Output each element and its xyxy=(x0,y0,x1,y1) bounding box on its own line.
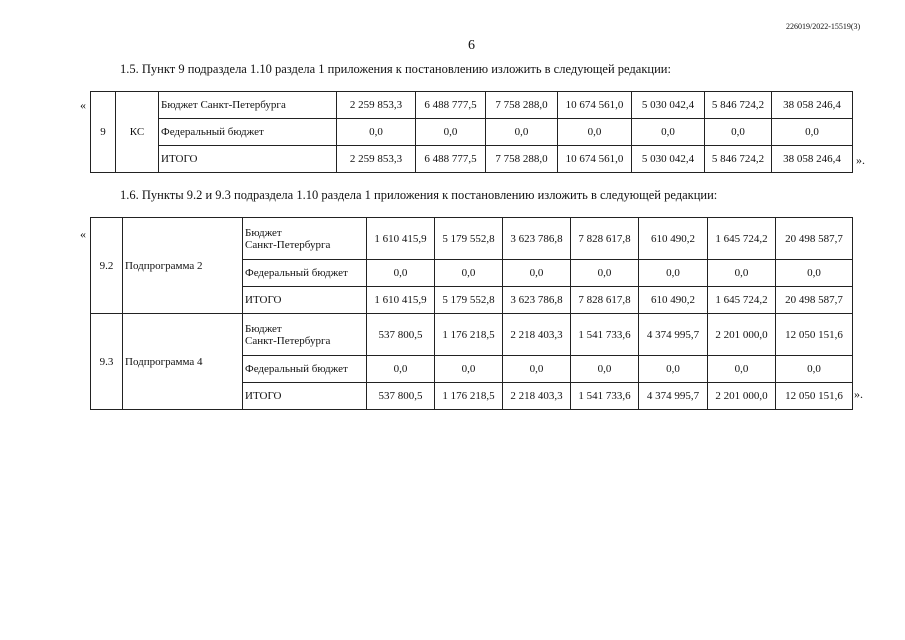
item-number: 9.2 xyxy=(91,218,123,314)
value-cell: 0,0 xyxy=(571,356,639,383)
section-heading-1-5: 1.5. Пункт 9 подраздела 1.10 раздела 1 приложения к постановлению изложить в следующей редакции: xyxy=(120,62,671,76)
value-cell: 0,0 xyxy=(435,260,503,287)
value-cell: 0,0 xyxy=(367,356,435,383)
value-cell: 3 623 786,8 xyxy=(503,218,571,260)
row-label-line: Санкт-Петербурга xyxy=(245,238,331,251)
value-cell: 38 058 246,4 xyxy=(772,146,853,173)
value-cell: 6 488 777,5 xyxy=(416,146,486,173)
value-cell: 2 218 403,3 xyxy=(503,314,571,356)
value-cell: 0,0 xyxy=(367,260,435,287)
value-cell: 1 176 218,5 xyxy=(435,383,503,410)
value-cell: 1 541 733,6 xyxy=(571,383,639,410)
item-number: 9 xyxy=(91,92,116,173)
value-cell: 0,0 xyxy=(435,356,503,383)
value-cell: 0,0 xyxy=(708,260,776,287)
table-row xyxy=(91,314,853,356)
value-cell: 1 541 733,6 xyxy=(571,314,639,356)
value-cell: 1 645 724,2 xyxy=(708,218,776,260)
value-cell: 7 758 288,0 xyxy=(486,92,558,119)
value-cell: 0,0 xyxy=(776,260,853,287)
value-cell: 2 259 853,3 xyxy=(337,146,416,173)
item-code: КС xyxy=(116,92,159,173)
value-cell: 5 846 724,2 xyxy=(705,146,772,173)
value-cell: 1 610 415,9 xyxy=(367,218,435,260)
table-row xyxy=(91,146,853,173)
value-cell: 7 758 288,0 xyxy=(486,146,558,173)
value-cell: 2 201 000,0 xyxy=(708,383,776,410)
subprogram-name: Подпрограмма 4 xyxy=(123,314,243,410)
value-cell: 1 610 415,9 xyxy=(367,287,435,314)
document-id: 226019/2022-15519(3) xyxy=(786,22,861,31)
value-cell: 0,0 xyxy=(503,260,571,287)
value-cell: 5 846 724,2 xyxy=(705,92,772,119)
value-cell: 7 828 617,8 xyxy=(571,218,639,260)
row-label xyxy=(243,218,367,260)
row-label: Бюджет Санкт-Петербурга xyxy=(159,92,337,119)
value-cell: 0,0 xyxy=(639,356,708,383)
value-cell: 5 179 552,8 xyxy=(435,218,503,260)
table-row xyxy=(91,119,853,146)
row-label: ИТОГО xyxy=(159,146,337,173)
value-cell: 4 374 995,7 xyxy=(639,314,708,356)
page-number: 6 xyxy=(468,38,475,53)
value-cell: 610 490,2 xyxy=(639,218,708,260)
value-cell: 4 374 995,7 xyxy=(639,383,708,410)
value-cell: 2 218 403,3 xyxy=(503,383,571,410)
value-cell: 0,0 xyxy=(639,260,708,287)
table-section-1-5 xyxy=(90,91,853,173)
value-cell: 0,0 xyxy=(705,119,772,146)
value-cell: 38 058 246,4 xyxy=(772,92,853,119)
value-cell: 2 201 000,0 xyxy=(708,314,776,356)
value-cell: 0,0 xyxy=(486,119,558,146)
value-cell: 12 050 151,6 xyxy=(776,383,853,410)
value-cell: 610 490,2 xyxy=(639,287,708,314)
row-label: Федеральный бюджет xyxy=(159,119,337,146)
value-cell: 12 050 151,6 xyxy=(776,314,853,356)
value-cell: 7 828 617,8 xyxy=(571,287,639,314)
value-cell: 0,0 xyxy=(772,119,853,146)
value-cell: 1 645 724,2 xyxy=(708,287,776,314)
row-label-line: Бюджет xyxy=(245,322,282,335)
value-cell: 6 488 777,5 xyxy=(416,92,486,119)
value-cell: 0,0 xyxy=(337,119,416,146)
value-cell: 537 800,5 xyxy=(367,383,435,410)
row-label: Федеральный бюджет xyxy=(243,356,367,383)
value-cell: 0,0 xyxy=(571,260,639,287)
value-cell: 10 674 561,0 xyxy=(558,92,632,119)
value-cell: 5 179 552,8 xyxy=(435,287,503,314)
table-section-1-6 xyxy=(90,217,853,410)
value-cell: 2 259 853,3 xyxy=(337,92,416,119)
value-cell: 0,0 xyxy=(416,119,486,146)
table-row xyxy=(91,218,853,260)
row-label-line: Бюджет xyxy=(245,226,282,239)
open-quote: « xyxy=(80,98,86,112)
value-cell: 0,0 xyxy=(632,119,705,146)
value-cell: 537 800,5 xyxy=(367,314,435,356)
close-quote: ». xyxy=(856,153,865,167)
subprogram-name: Подпрограмма 2 xyxy=(123,218,243,314)
open-quote: « xyxy=(80,227,86,241)
value-cell: 5 030 042,4 xyxy=(632,146,705,173)
row-label: ИТОГО xyxy=(243,287,367,314)
value-cell: 0,0 xyxy=(503,356,571,383)
value-cell: 20 498 587,7 xyxy=(776,218,853,260)
row-label: Федеральный бюджет xyxy=(243,260,367,287)
value-cell: 3 623 786,8 xyxy=(503,287,571,314)
value-cell: 5 030 042,4 xyxy=(632,92,705,119)
row-label-line: Санкт-Петербурга xyxy=(245,334,331,347)
section-heading-1-6: 1.6. Пункты 9.2 и 9.3 подраздела 1.10 раздела 1 приложения к постановлению изложить в следующей редакции: xyxy=(120,188,718,202)
table-row xyxy=(91,92,853,119)
row-label xyxy=(243,314,367,356)
value-cell: 10 674 561,0 xyxy=(558,146,632,173)
value-cell: 0,0 xyxy=(776,356,853,383)
close-quote: ». xyxy=(854,387,863,401)
value-cell: 1 176 218,5 xyxy=(435,314,503,356)
item-number: 9.3 xyxy=(91,314,123,410)
value-cell: 0,0 xyxy=(558,119,632,146)
row-label: ИТОГО xyxy=(243,383,367,410)
value-cell: 20 498 587,7 xyxy=(776,287,853,314)
value-cell: 0,0 xyxy=(708,356,776,383)
